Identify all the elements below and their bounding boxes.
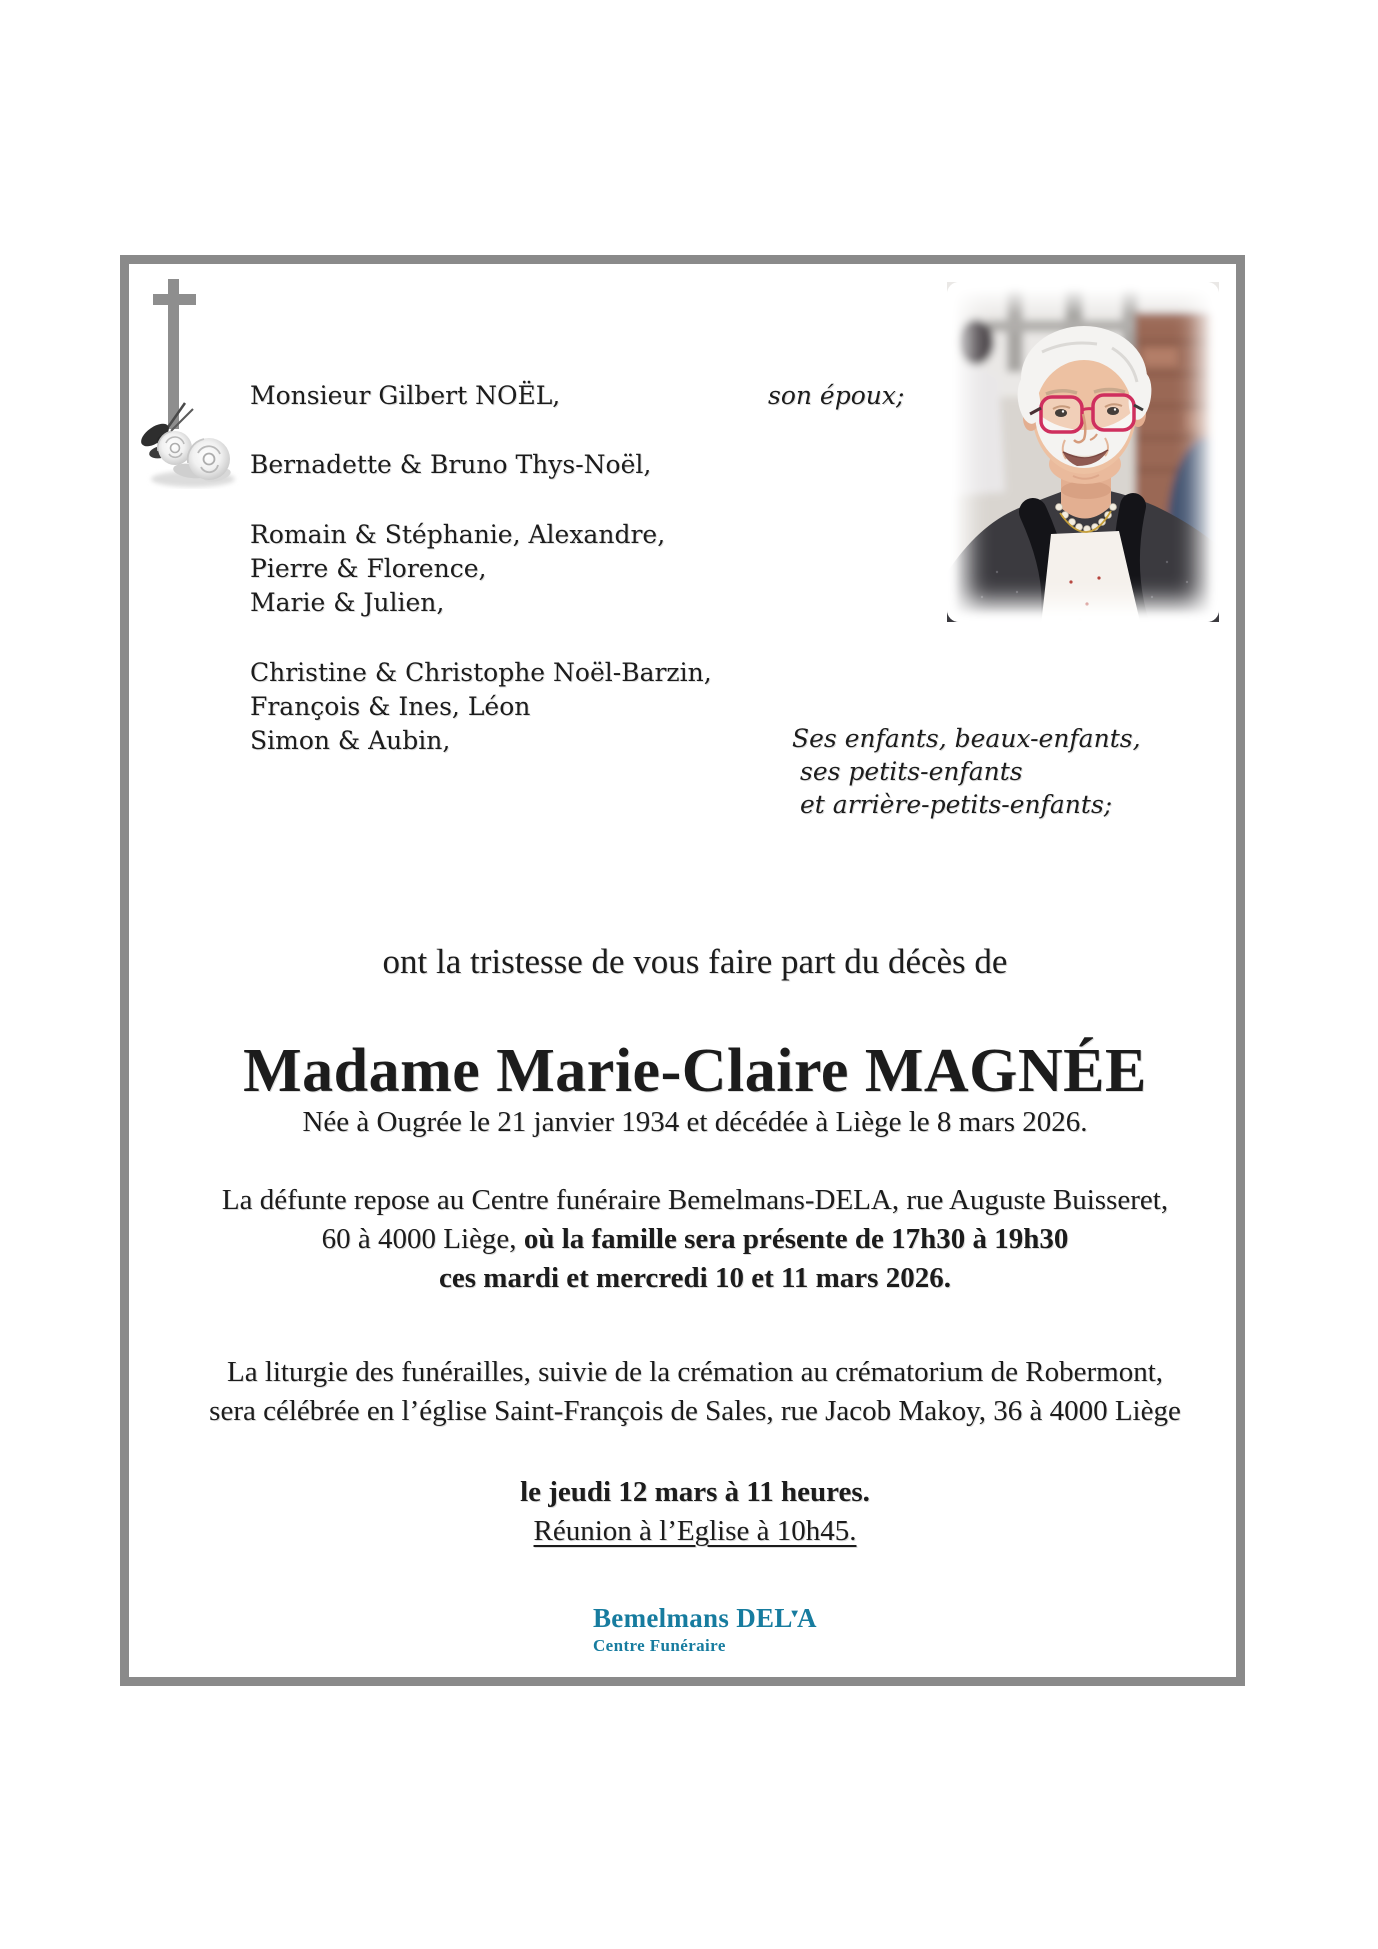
mourner-line: Simon & Aubin,	[250, 726, 451, 755]
mourner-line: Romain & Stéphanie, Alexandre,	[250, 520, 666, 549]
logo-text-post: A	[796, 1603, 817, 1633]
relation-line: Ses enfants, beaux-enfants,	[792, 724, 1141, 753]
spouse-relation-label: son époux;	[768, 381, 905, 410]
mourner-group-grandchildren	[250, 518, 665, 620]
visitation-paragraph	[155, 1181, 1235, 1298]
ceremony-line2: sera célébrée en l’église Saint-François de Sales, rue Jacob Makoy, 36 à 4000 Liège	[209, 1395, 1181, 1427]
logo-text-pre: Bemelmans DEL	[593, 1603, 793, 1633]
visitation-line2-bold: où la famille sera présente de 17h30 à 19h30	[523, 1223, 1069, 1255]
photo-feathered-edge	[947, 282, 1219, 622]
dela-triangle-icon: ▾	[791, 1606, 798, 1620]
funeral-home-logo	[593, 1599, 817, 1656]
mourner-line: Christine & Christophe Noël-Barzin,	[250, 658, 712, 687]
mourner-line: Pierre & Florence,	[250, 554, 487, 583]
funeral-home-tagline: Centre Funéraire	[593, 1636, 726, 1655]
church-meeting-line: Réunion à l’Eglise à 10h45.	[533, 1515, 857, 1547]
mourner-line-spouse: Monsieur Gilbert NOËL,	[250, 381, 561, 410]
mourner-group-family	[250, 656, 712, 758]
relations-block	[792, 722, 1141, 821]
cross-icon-arm	[153, 294, 196, 305]
ceremony-paragraph	[155, 1353, 1235, 1431]
funeral-home-name	[593, 1599, 817, 1632]
mourner-line-children: Bernadette & Bruno Thys-Noël,	[250, 450, 652, 479]
birth-death-line: Née à Ougrée le 21 janvier 1934 et décédée à Liège le 8 mars 2026.	[302, 1106, 1088, 1138]
mourner-line: François & Ines, Léon	[250, 692, 531, 721]
mourner-line: Marie & Julien,	[250, 588, 445, 617]
visitation-line3: ces mardi et mercredi 10 et 11 mars 2026.	[439, 1262, 951, 1294]
cross-with-roses-icon	[135, 275, 240, 490]
ceremony-date-line: le jeudi 12 mars à 11 heures.	[520, 1476, 870, 1508]
roses-icon	[135, 385, 240, 490]
visitation-line2-regular: 60 à 4000 Liège,	[321, 1223, 524, 1255]
visitation-line2	[155, 1220, 1235, 1259]
visitation-line1: La défunte repose au Centre funéraire Bemelmans-DELA, rue Auguste Buisseret,	[221, 1184, 1169, 1216]
deceased-name-title: Madame Marie-Claire MAGNÉE	[243, 1037, 1147, 1105]
relation-line: et arrière-petits-enfants;	[800, 790, 1113, 819]
ceremony-line1: La liturgie des funérailles, suivie de la crémation au crématorium de Robermont,	[226, 1356, 1163, 1388]
schedule-paragraph	[155, 1473, 1235, 1551]
deceased-portrait-photo	[947, 282, 1219, 622]
announcement-intro: ont la tristesse de vous faire part du décès de	[382, 942, 1008, 981]
relation-line: ses petits-enfants	[800, 757, 1023, 786]
announcement-card	[120, 255, 1245, 1686]
